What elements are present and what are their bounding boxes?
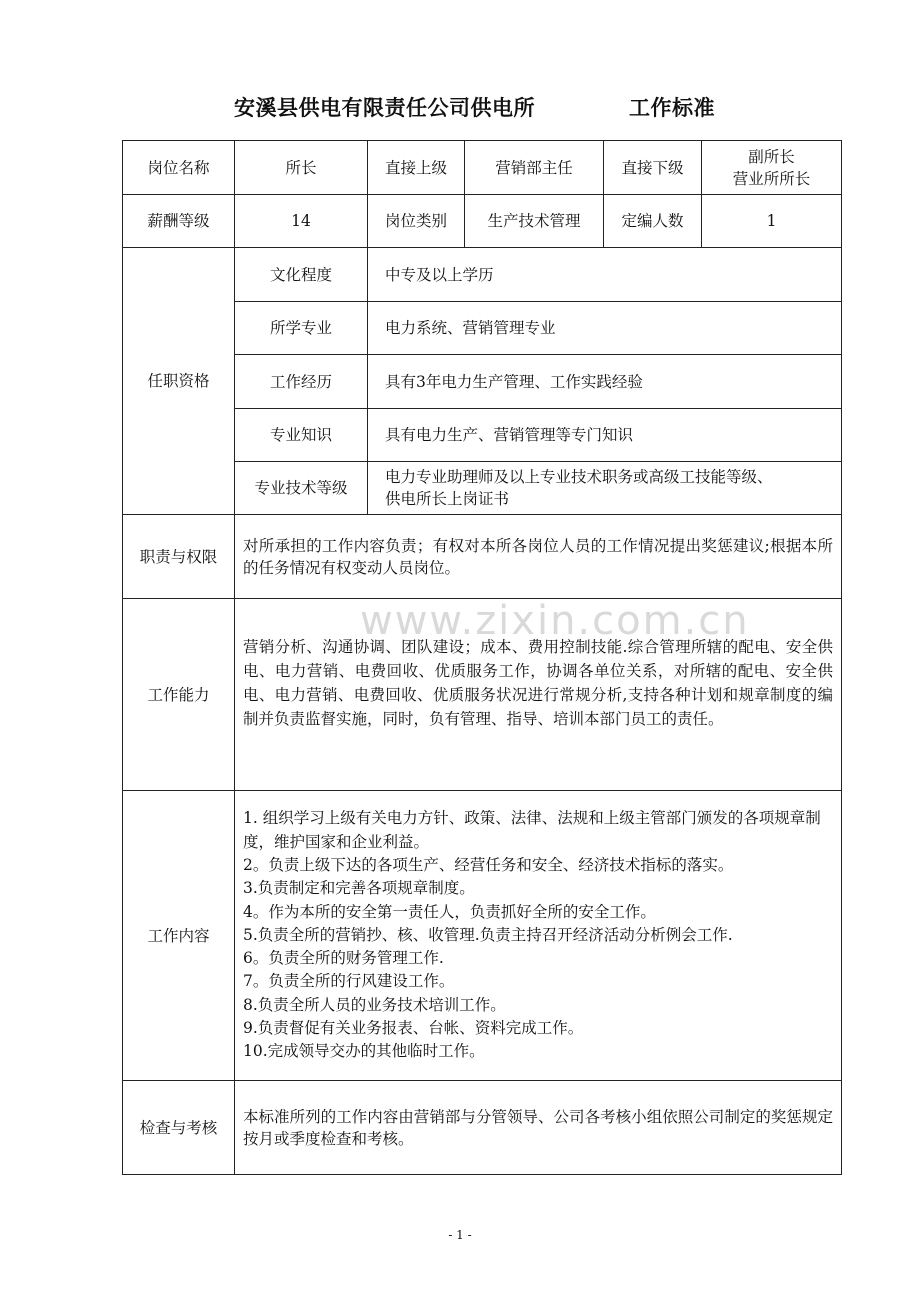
review-label: 检查与考核 [123, 1081, 235, 1175]
content-item: 8.负责全所人员的业务技术培训工作。 [243, 995, 506, 1014]
qualification-item-value: 具有电力生产、营销管理等专门知识 [368, 409, 842, 462]
ability-label: 工作能力 [123, 599, 235, 791]
qualification-item-label: 专业技术等级 [235, 462, 368, 515]
content-item: 9.负责督促有关业务报表、台帐、资料完成工作。 [243, 1019, 584, 1038]
ability-text: 营销分析、沟通协调、团队建设；成本、费用控制技能.综合管理所辖的配电、安全供电、电力营销、电费回收、优质服务工作，协调各单位关系，对所辖的配电、安全供电、电力营销、电费回收、优质服务状况进行常规分析,支持各种计划和规章制度的编制并负责监督实施，同时，负有管理、指导、培训本部门员工的责任。 [235, 599, 842, 791]
subordinate-value-2: 营业所所长 [732, 169, 811, 188]
duties-text: 对所承担的工作内容负责；有权对本所各岗位人员的工作情况提出奖惩建议;根据本所的任务情况有权变动人员岗位。 [235, 515, 842, 599]
content-item: 3.负责制定和完善各项规章制度。 [243, 879, 475, 898]
job-standard-table [122, 140, 842, 1175]
qualification-item-value-line: 供电所长上岗证书 [385, 490, 510, 508]
watermark: www.zixin.com.cn [360, 598, 750, 644]
title-unit: 安溪县供电有限责任公司供电所 [234, 96, 535, 120]
header-row-1 [123, 141, 842, 195]
salary-value: 14 [235, 195, 368, 248]
quota-label: 定编人数 [604, 195, 702, 248]
review-text: 本标准所列的工作内容由营销部与分管领导、公司各考核小组依照公司制定的奖惩规定按月或季度检查和考核。 [235, 1081, 842, 1175]
subordinate-value-1: 副所长 [748, 147, 795, 166]
content-item: 5.负责全所的营销抄、核、收管理.负责主持召开经济活动分析例会工作. [243, 925, 733, 944]
qualification-item-value-line: 电力专业助理师及以上专业技术职务或高级工技能等级、 [385, 468, 773, 486]
content-label: 工作内容 [123, 791, 235, 1081]
category-label: 岗位类别 [368, 195, 465, 248]
content-item: 4。作为本所的安全第一责任人，负责抓好全所的安全工作。 [243, 902, 656, 921]
duties-row [123, 515, 842, 599]
qualification-item-label: 所学专业 [235, 302, 368, 355]
title-suffix: 工作标准 [629, 96, 715, 120]
page-number: - 1 - [448, 1228, 472, 1242]
review-row [123, 1081, 842, 1175]
qualification-item-label: 工作经历 [235, 355, 368, 409]
content-item: 6。负责全所的财务管理工作. [243, 949, 444, 968]
content-row [123, 791, 842, 1081]
qualifications-label: 任职资格 [123, 248, 235, 515]
ability-row [123, 599, 842, 791]
header-row-2 [123, 195, 842, 248]
qualification-item-value [368, 462, 842, 515]
duties-label: 职责与权限 [123, 515, 235, 599]
subordinate-label: 直接下级 [604, 141, 702, 195]
quota-value: 1 [702, 195, 842, 248]
qualification-item-value: 中专及以上学历 [368, 248, 842, 302]
qualification-row [123, 248, 842, 302]
superior-value: 营销部主任 [465, 141, 604, 195]
post-name-value: 所长 [235, 141, 368, 195]
qualification-item-label: 文化程度 [235, 248, 368, 302]
qualification-item-label: 专业知识 [235, 409, 368, 462]
content-list [235, 791, 842, 1081]
superior-label: 直接上级 [368, 141, 465, 195]
salary-label: 薪酬等级 [123, 195, 235, 248]
qualification-item-value: 电力系统、营销管理专业 [368, 302, 842, 355]
category-value: 生产技术管理 [465, 195, 604, 248]
subordinate-value [702, 141, 842, 195]
qualification-item-value: 具有3年电力生产管理、工作实践经验 [368, 355, 842, 409]
content-item: 10.完成领导交办的其他临时工作。 [243, 1042, 485, 1061]
content-item: 1. 组织学习上级有关电力方针、政策、法律、法规和上级主管部门颁发的各项规章制度，维护国家和企业利益。 [243, 809, 821, 851]
post-name-label: 岗位名称 [123, 141, 235, 195]
content-item: 2。负责上级下达的各项生产、经营任务和安全、经济技术指标的落实。 [243, 855, 734, 874]
content-item: 7。负责全所的行风建设工作。 [243, 972, 455, 991]
